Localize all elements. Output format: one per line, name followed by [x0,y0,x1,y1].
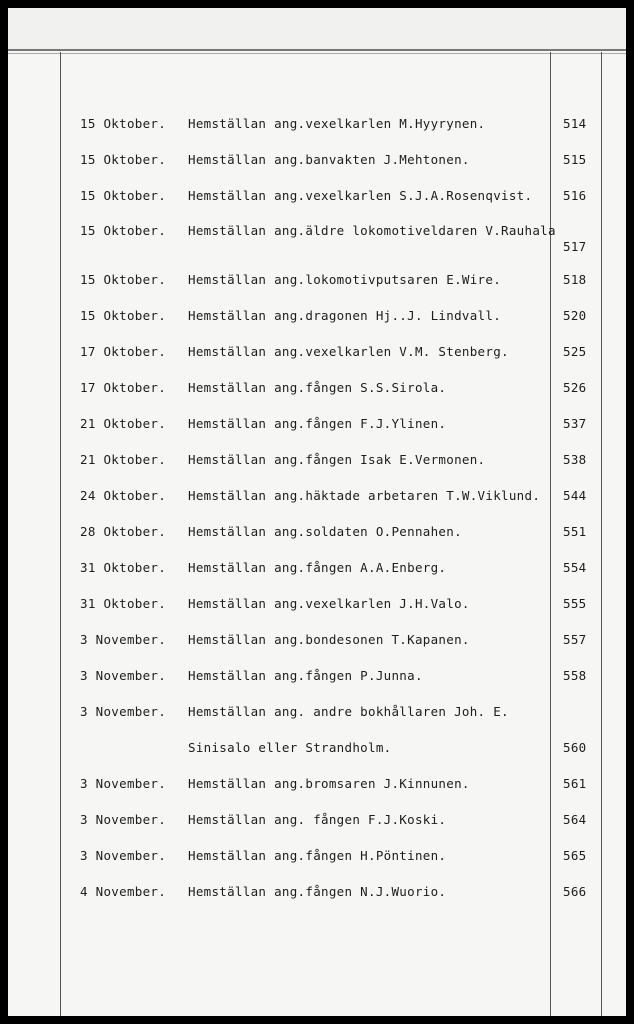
ledger-entries [8,8,626,1016]
entry-date: 17 Oktober. [80,380,167,395]
entry-text: Hemställan ang.soldaten O.Pennahen. [188,524,462,539]
entry-date: 31 Oktober. [80,596,167,611]
entry-text: Hemställan ang.dragonen Hj..J. Lindvall. [188,308,502,323]
ledger-entry [8,344,626,364]
entry-number: 538 [563,452,587,467]
ledger-entry [8,272,626,292]
entry-number: 520 [563,308,587,323]
entry-number: 526 [563,380,587,395]
entry-text: Hemställan ang.häktade arbetaren T.W.Viklund. [188,488,541,503]
ledger-entry [8,416,626,436]
entry-date: 31 Oktober. [80,560,167,575]
entry-text: Hemställan ang.fången H.Pöntinen. [188,848,447,863]
entry-date: 17 Oktober. [80,344,167,359]
entry-text: Hemställan ang.vexelkarlen J.H.Valo. [188,596,470,611]
entry-text: Hemställan ang.fången N.J.Wuorio. [188,884,447,899]
entry-text: Hemställan ang.fången Isak E.Vermonen. [188,452,486,467]
ledger-entry [8,812,626,832]
entry-date: 15 Oktober. [80,188,167,203]
entry-date: 21 Oktober. [80,416,167,431]
entry-number: 517 [563,239,587,254]
ledger-entry [8,308,626,328]
entry-text: Hemställan ang.fången S.S.Sirola. [188,380,447,395]
entry-number: 544 [563,488,587,503]
entry-number: 565 [563,848,587,863]
entry-number: 516 [563,188,587,203]
ledger-page [8,8,626,1016]
entry-number: 515 [563,152,587,167]
entry-date: 3 November. [80,848,167,863]
entry-number: 558 [563,668,587,683]
entry-number: 555 [563,596,587,611]
entry-date: 28 Oktober. [80,524,167,539]
ledger-entry [8,740,626,760]
entry-date: 15 Oktober. [80,116,167,131]
entry-number: 561 [563,776,587,791]
ledger-entry [8,116,626,136]
entry-text: Hemställan ang.banvakten J.Mehtonen. [188,152,470,167]
entry-number: 566 [563,884,587,899]
entry-date: 15 Oktober. [80,308,167,323]
ledger-entry [8,524,626,544]
entry-number: 560 [563,740,587,755]
entry-date: 3 November. [80,812,167,827]
entry-text: Hemställan ang.vexelkarlen V.M. Stenberg. [188,344,509,359]
ledger-entry [8,223,626,254]
ledger-entry [8,776,626,796]
entry-text: Hemställan ang.vexelkarlen S.J.A.Rosenqvist. [188,188,533,203]
entry-text: Hemställan ang.bondesonen T.Kapanen. [188,632,470,647]
entry-number: 518 [563,272,587,287]
entry-date: 4 November. [80,884,167,899]
ledger-entry [8,488,626,508]
entry-date: 15 Oktober. [80,223,167,238]
entry-date: 15 Oktober. [80,152,167,167]
entry-text: Hemställan ang.fången A.A.Enberg. [188,560,447,575]
entry-text: Hemställan ang.fången P.Junna. [188,668,423,683]
entry-date: 3 November. [80,776,167,791]
entry-date: 21 Oktober. [80,452,167,467]
entry-text: Hemställan ang. fången F.J.Koski. [188,812,447,827]
entry-date: 3 November. [80,632,167,647]
ledger-entry [8,632,626,652]
ledger-entry [8,596,626,616]
entry-number: 557 [563,632,587,647]
entry-number: 554 [563,560,587,575]
entry-text: Hemställan ang.fången F.J.Ylinen. [188,416,447,431]
entry-date: 3 November. [80,704,167,719]
ledger-entry [8,884,626,904]
entry-number: 514 [563,116,587,131]
entry-date: 15 Oktober. [80,272,167,287]
ledger-entry [8,380,626,400]
entry-text: Sinisalo eller Strandholm. [188,740,392,755]
ledger-entry [8,560,626,580]
entry-date: 24 Oktober. [80,488,167,503]
entry-number: 537 [563,416,587,431]
entry-text: Hemställan ang.vexelkarlen M.Hyyrynen. [188,116,486,131]
ledger-entry [8,452,626,472]
ledger-entry [8,848,626,868]
entry-number: 551 [563,524,587,539]
entry-text: Hemställan ang.äldre lokomotiveldaren V.Rauhala [188,223,556,238]
entry-text: Hemställan ang.bromsaren J.Kinnunen. [188,776,470,791]
entry-number: 564 [563,812,587,827]
entry-number: 525 [563,344,587,359]
entry-text: Hemställan ang.lokomotivputsaren E.Wire. [188,272,502,287]
ledger-entry [8,668,626,688]
entry-date: 3 November. [80,668,167,683]
ledger-entry [8,188,626,208]
entry-text: Hemställan ang. andre bokhållaren Joh. E. [188,704,509,719]
ledger-entry [8,152,626,172]
ledger-entry [8,704,626,724]
